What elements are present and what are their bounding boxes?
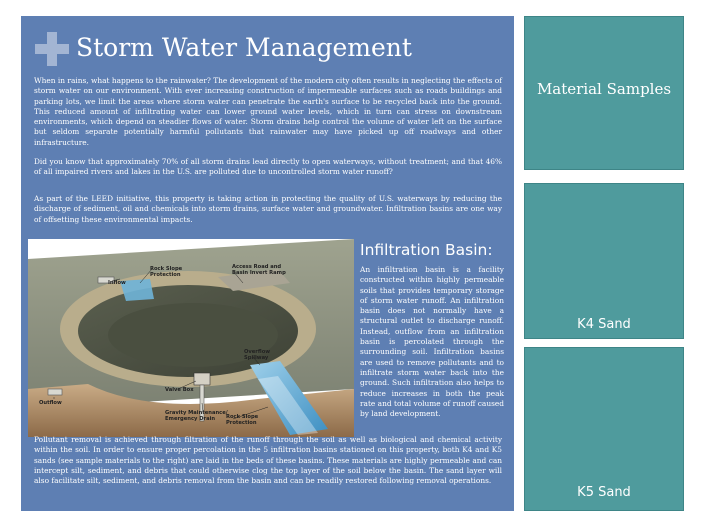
diagram-label-gravity-drain: Gravity Maintenance/ Emergency Drain [165, 410, 228, 422]
diagram-label-outflow: Outflow [39, 400, 62, 406]
material-samples-panel [524, 16, 684, 170]
k5-sand-panel [524, 347, 684, 511]
k5-sand-label: K5 Sand [577, 485, 631, 500]
infiltration-basin-diagram [28, 239, 354, 437]
plus-icon [35, 32, 69, 66]
poster-panel [21, 16, 514, 511]
infiltration-basin-text: An infiltration basin is a facility constructed within highly permeable soils that provides temporary storage of storm water runoff. An infiltration basin does not normally have a structural outlet to discharge runoff. Instead, outflow from an infiltration basin is percolated through the surrounding soil. Infiltration basins are used to remove pollutants and to infiltrate storm water back into the ground. Such infiltration also helps to reduce increases in both the peak rate and total volume of runoff caused by land development. [360, 265, 504, 419]
diagram-label-rock-slope-top: Rock Slope Protection [150, 266, 183, 278]
intro-paragraph: When in rains, what happens to the rainwater? The development of the modern city often results in neglecting the effects of storm water on our environment. With ever increasing construction of impermeable surfaces such as roads buildings and parking lots, we limit the areas where storm water can penetrate the earth's surface to be recycled back into the ground. This reduced amount of infiltrating water can lower ground water levels, which in turn can stress on downstream environments, which depend on steadier flows of water. Storm drains help control the volume of water left on the surface but seldom separate potentially harmful pollutants that rainwater may have picked up off roadways and other infrastructure. [34, 76, 502, 147]
k4-sand-panel [524, 183, 684, 339]
diagram-label-valve-box: Valve Box [165, 387, 194, 393]
diagram-label-access-road: Access Road and Basin Invert Ramp [232, 264, 286, 276]
page-title: Storm Water Management [76, 33, 412, 62]
basin-illustration [28, 239, 354, 437]
material-samples-label: Material Samples [536, 80, 672, 98]
storm-drain-fact-paragraph: Did you know that approximately 70% of all storm drains lead directly to open waterways, without treatment; and that 46% of all impaired rivers and lakes in the U.S. are polluted due to uncontrolled storm water runoff? [34, 157, 502, 177]
infiltration-basin-heading: Infiltration Basin: [360, 241, 493, 259]
diagram-label-overflow-spillway: Overflow Spillway [244, 349, 271, 361]
k4-sand-label: K4 Sand [577, 317, 631, 332]
diagram-label-rock-slope-bottom: Rock Slope Protection [226, 414, 259, 426]
pollutant-removal-paragraph: Pollutant removal is achieved through filtration of the runoff through the soil as well as biological and chemical activity within the soil. In order to ensure proper percolation in the 5 infiltration basins stationed on this property, both K4 and K5 sands (see sample materials to the right) are laid in the beds of these basins. These materials are highly permeable and can intercept silt, sediment, and debris that could otherwise clog the top layer of the soil below the basin. The sand layer will also facilitate silt, sediment, and debris removal from the basin and can be readily restored following removal operations. [34, 435, 502, 486]
diagram-label-inflow: Inflow [108, 280, 126, 286]
leed-paragraph: As part of the LEED initiative, this property is taking action in protecting the quality of U.S. waterways by reducing the discharge of sediment, oil and chemicals into storm drains, surface water and groundwater. Infiltration basins are one way of offsetting these environmental impacts. [34, 194, 502, 224]
